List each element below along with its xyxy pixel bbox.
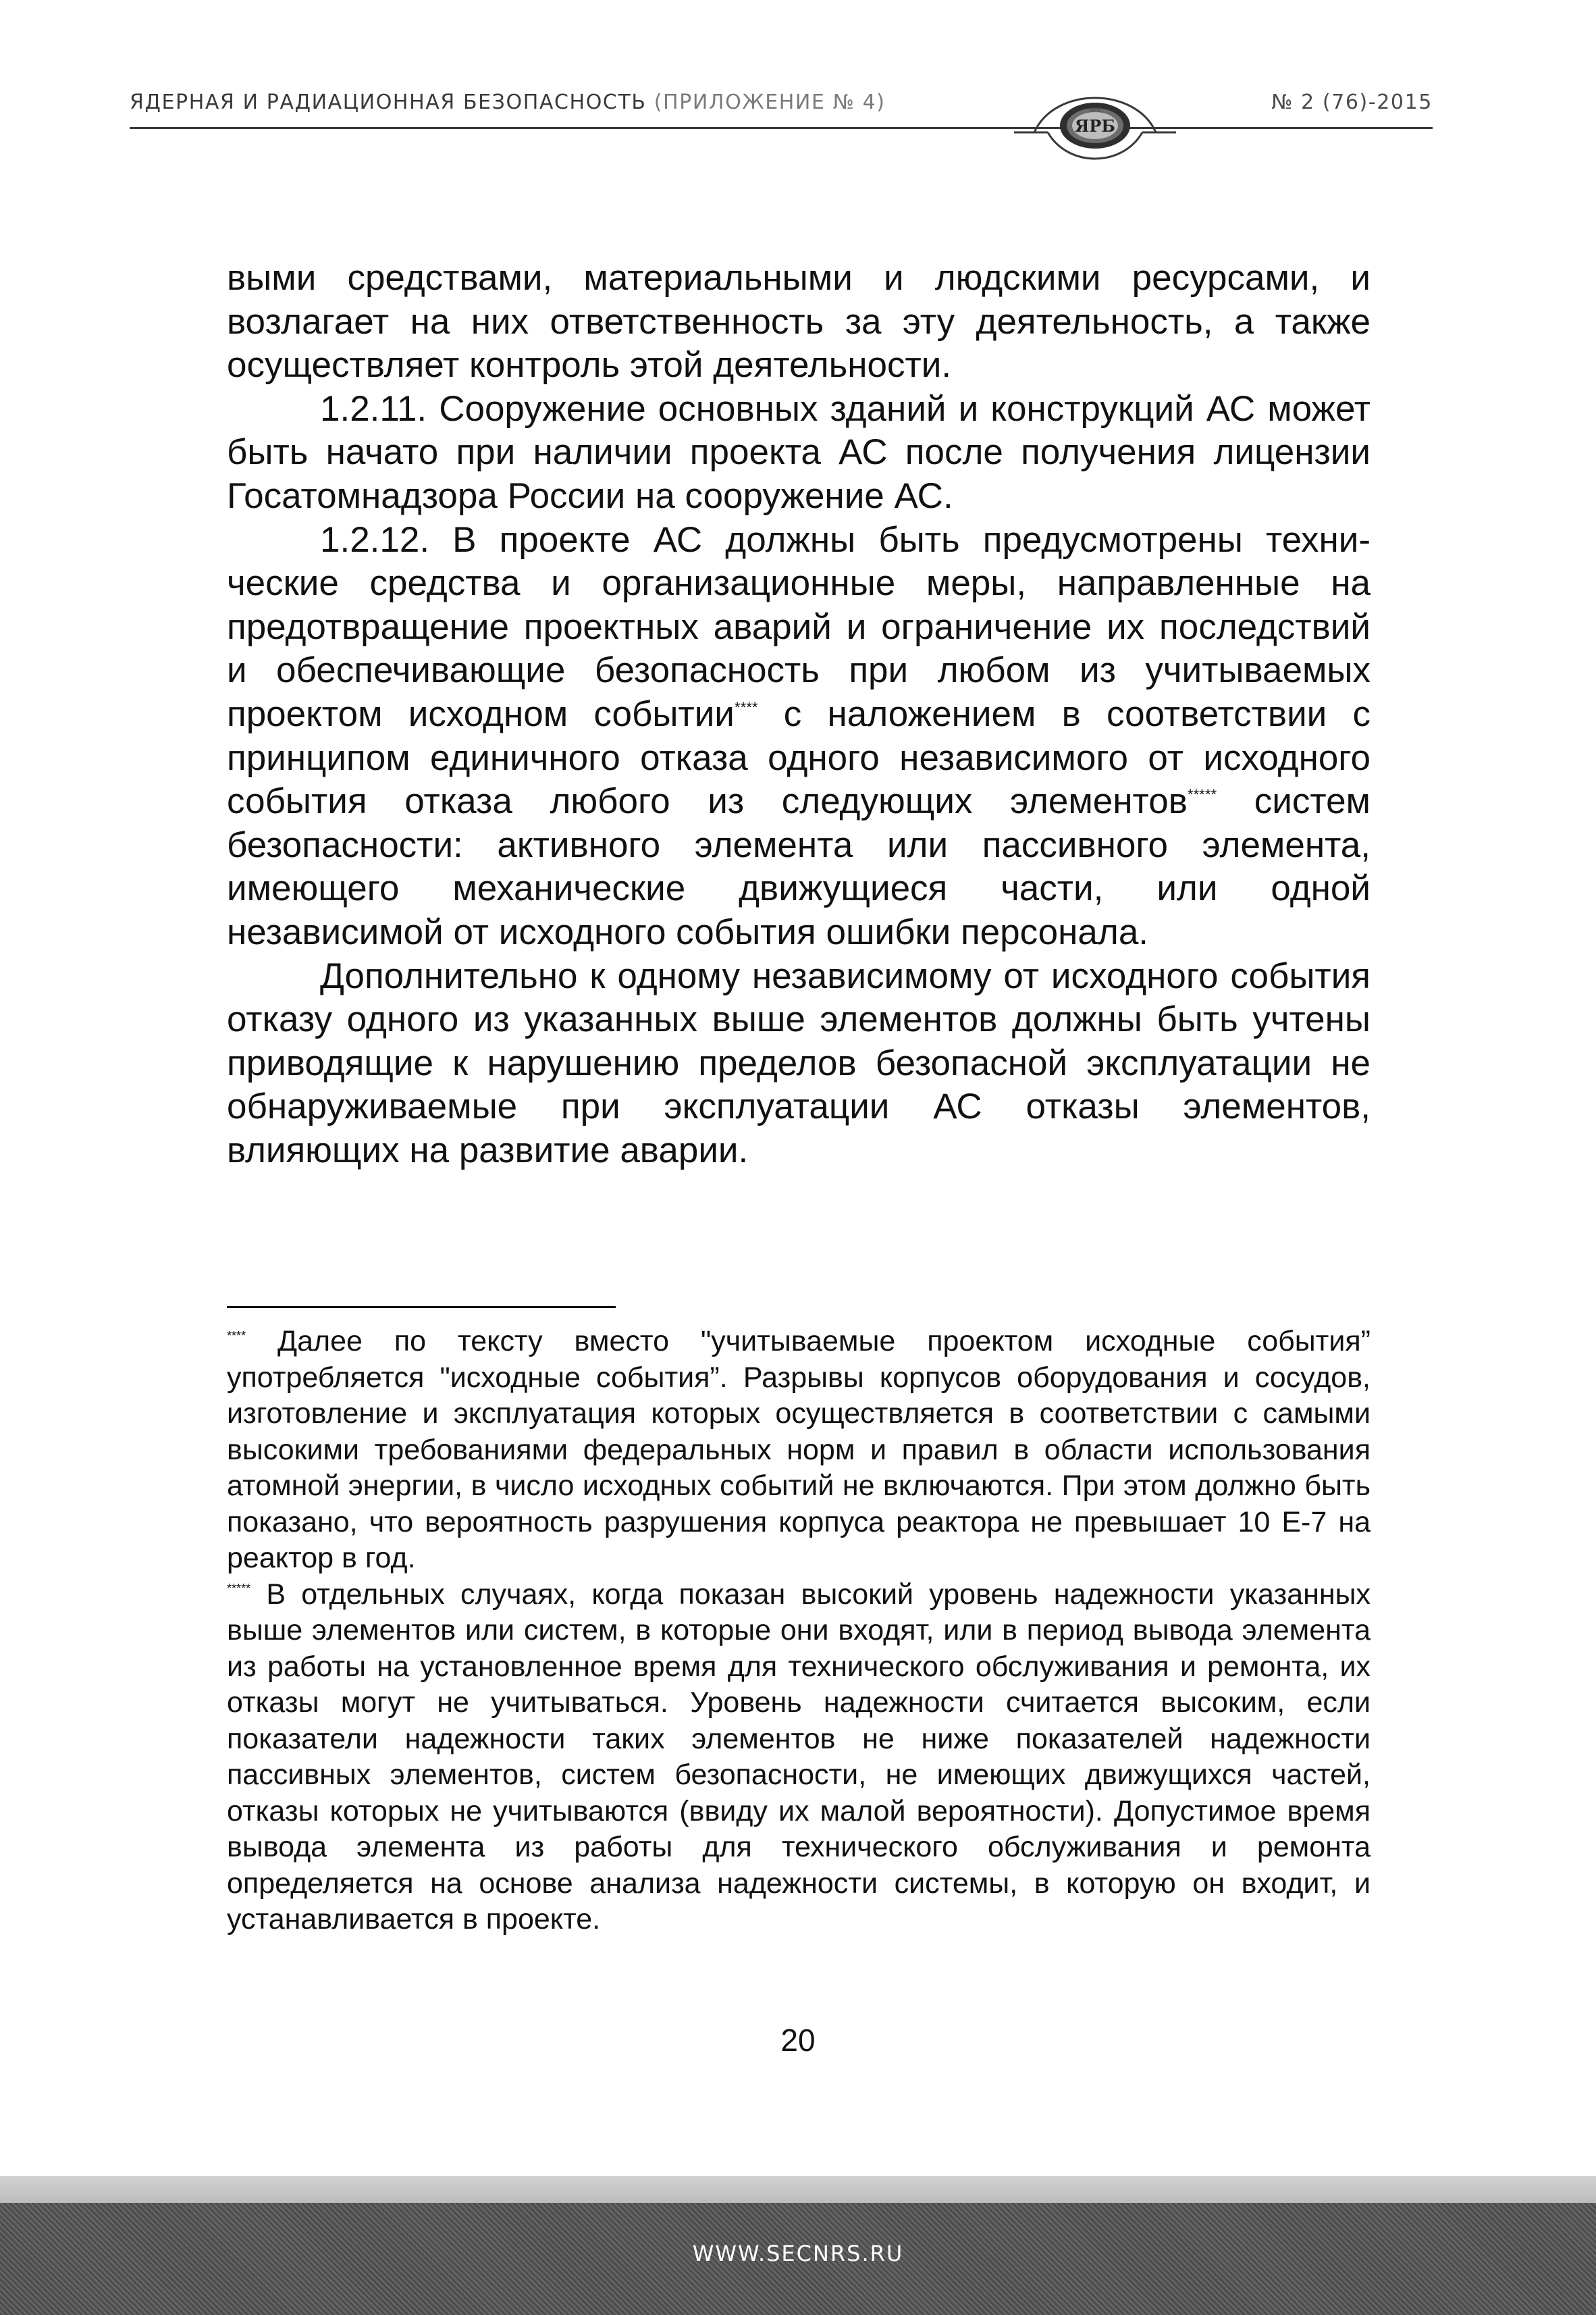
logo-text: ЯРБ [1075, 116, 1115, 136]
paragraph-1-2-12-part3: систем безопасности: активного элемента или пассивного элемента, имеющего механические движущиеся части, или одной независимой от исходного события ошибки персонала. [227, 781, 1371, 952]
appendix-label: (ПРИЛОЖЕНИЕ № 4) [654, 90, 886, 114]
page-number: 20 [780, 2023, 816, 2058]
paragraph-continued: выми средствами, материальными и людскими ресурсами, и возлагает на них ответственность за эту деятельность, а также осуществляет контроль этой деятельности. [227, 258, 1371, 386]
footnote-4-text: Далее по тексту вместо "учитываемые проектом исходные события” употребляется "исходные события”. Разрывы корпусов оборудования и сосудов, изготовление и эксплуатация которых осуществляется в соответствии с самыми высокими требованиями федеральных норм и правил в области использования атомной энергии, в число исходных событий не включаются. При этом должно быть показано, что вероятность разрушения корпуса реактора не превышает 10 Е-7 на реактор в год. [227, 1325, 1371, 1574]
running-header [130, 80, 1433, 134]
logo-small-text: ЯРБ [1089, 107, 1101, 114]
website-link[interactable]: WWW.SECNRS.RU [692, 2241, 904, 2266]
main-text [227, 257, 1371, 1172]
journal-title: ЯДЕРНАЯ И РАДИАЦИОННАЯ БЕЗОПАСНОСТЬ [130, 90, 647, 114]
paragraph-1-2-12-part2: с наложением в соответствии с принципом единичного отказа одного независимого от исходного события отказа любого из следующих элементов [227, 694, 1371, 822]
footnote-mark-4: **** [227, 1328, 246, 1343]
yarb-logo-icon [1007, 66, 1183, 167]
footnote-mark-5: ***** [227, 1582, 251, 1596]
footnote-5-text: В отдельных случаях, когда показан высокий уровень надежности указанных выше элементов или систем, в которые они входят, или в период вывода элемента из работы на установленное время для технического обслуживания и ремонта, их отказы могут не учитываться. Уровень надежности считается высоким, если показатели надежности таких элементов не ниже показателей надежности пассивных элементов, систем безопасности, не имеющих движущихся частей, отказы которых не учитываются (ввиду их малой вероятности). Допустимое время вывода элемента из работы для технического обслуживания и ремонта определяется на основе анализа надежности системы, в которую он входит, и устанавливается в проекте. [227, 1578, 1371, 1935]
footer-band-light [0, 2176, 1596, 2203]
footnote-4 [227, 1324, 1371, 1577]
footnote-5 [227, 1577, 1371, 1938]
footnote-separator [227, 1306, 616, 1308]
footnote-ref-4[interactable]: **** [734, 699, 758, 717]
footnotes [227, 1324, 1371, 1938]
paragraph-1-2-11: 1.2.11. Сооружение основных зданий и конструкций АС может быть начато при наличии проекта АС после получения лицензии Госатомнадзора России на сооружение АС. [227, 388, 1371, 516]
paragraph-additional: Дополнительно к одному независимому от исходного события отказу одного из указанных выше элементов должны быть учтены приводящие к нарушению пределов безопасной эксплуатации не обнаруживаемые при эксплуатации АС отказы элементов, влияющих на развитие аварии. [227, 956, 1371, 1170]
paragraph-1-2-12-part1: 1.2.12. В проекте АС должны быть предусмотрены технические средства и организационные меры, направленные на предотвращение проектных аварий и ограничение их последствий и обеспечивающие безопасность при любом из учитываемых проектом исходном событии [227, 519, 1371, 734]
journal-title-line [130, 90, 886, 114]
issue-number: № 2 (76)-2015 [1271, 90, 1433, 114]
footnote-ref-5[interactable]: ***** [1187, 786, 1217, 804]
header-rule [130, 127, 1433, 129]
paragraph-1-2-12 [227, 519, 1371, 955]
